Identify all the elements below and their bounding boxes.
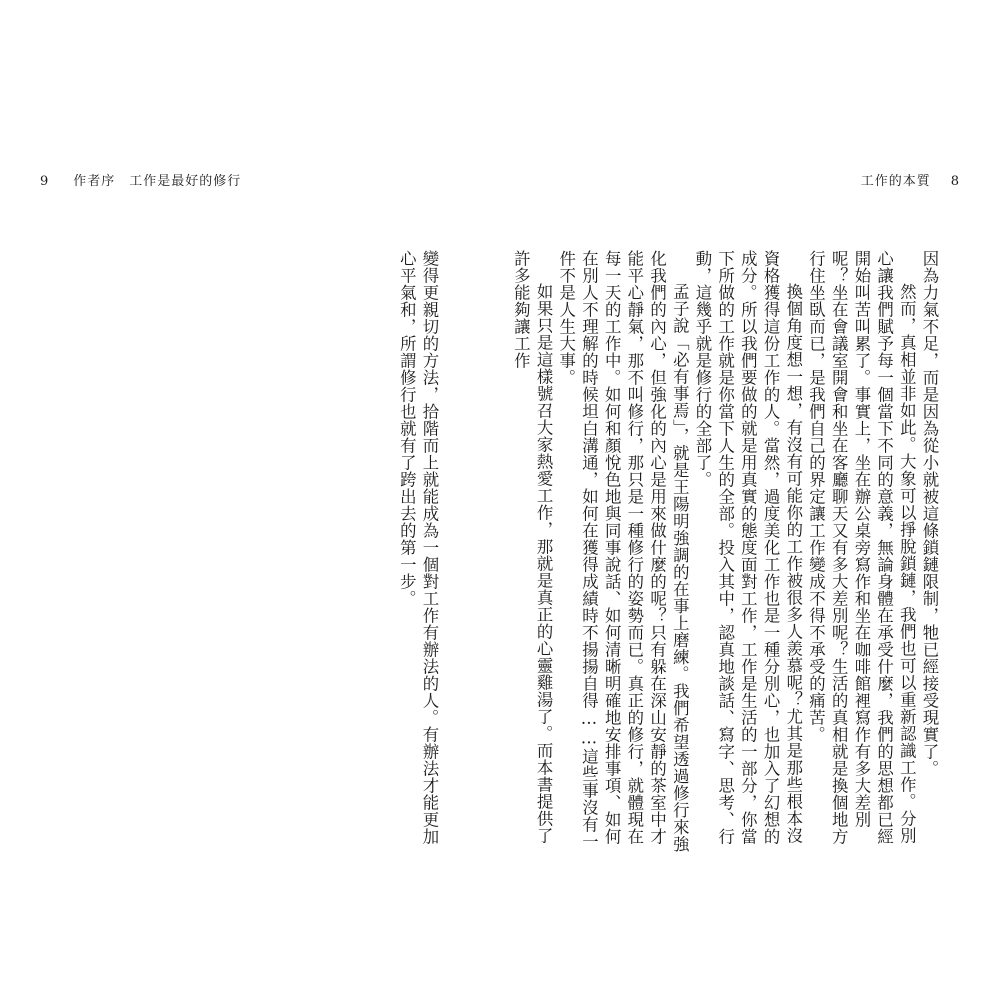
right-running-head — [861, 174, 960, 190]
paragraph: 換個角度想一想，有沒有可能你的工作被很多人羨慕呢？尤其是那些根本沒資格獲得這份工作的人。當然，過度美化工作也是一種分別心，也加入了幻想的成分。所以我們要做的就是用真實的態度面對工作，工作是生活的一部分，你當下所做的工作就是你當下人生的全部。投入其中，認真地談話、寫字、思考、行動，這幾乎就是修行的全部了。 — [692, 250, 803, 845]
paragraph: 如果只是這樣號召大家熱愛工作，那就是真正的心靈雞湯了。而本書提供了許多能夠讓工作 — [511, 250, 554, 844]
paragraph: 孟子說「必有事焉」，就是王陽明強調的在事上磨練。我們希望透過修行來強化我們的內心，但強化的內心是用來做什麼的呢？只有躲在深山安靜的茶室中才能平心靜氣，那不叫修行，那只是一種修行的姿勢而已。真正的修行，就體現在每一天的工作中。如何和顏悅色地與同事說話、如何清晰明確地安排事項、如何在別人不理解的時候坦白溝通，如何在獲得成績時不揚揚自得……這些事沒有一件不是人生大事。 — [556, 250, 690, 853]
paragraph: 變得更親切的方法，拾階而上就能成為一個對工作有辦法的人。有辦法才能更加心平氣和，所謂修行也就有了跨出去的第一步。 — [397, 250, 439, 845]
left-running-head — [40, 174, 241, 190]
left-page-number: 9 — [40, 174, 50, 189]
right-page-number: 8 — [950, 174, 960, 189]
paragraph: 因為力氣不足，而是因為從小就被這條鎖鏈限制，牠已經接受現實了。 — [920, 250, 939, 777]
left-page-body — [395, 250, 440, 860]
left-section-label: 作者序 — [73, 174, 116, 189]
right-page-body — [509, 250, 940, 860]
paragraph: 然而，真相並非如此。大象可以掙脫鎖鏈，我們也可以重新認識工作。分別心讓我們賦予每一個當下不同的意義，無論身體在承受什麼，我們的思想都已經開始叫苦叫累了。事實上，坐在辦公桌旁寫作和坐在咖啡館裡寫作有多大差別呢？坐在會議室開會和坐在客廳聊天又有多大差別呢？生活的真相就是換個地方行住坐臥而已，是我們自己的界定讓工作變成不得不承受的痛苦。 — [806, 250, 917, 845]
left-chapter-title: 工作是最好的修行 — [129, 174, 242, 189]
right-chapter-title: 工作的本質 — [860, 174, 931, 189]
